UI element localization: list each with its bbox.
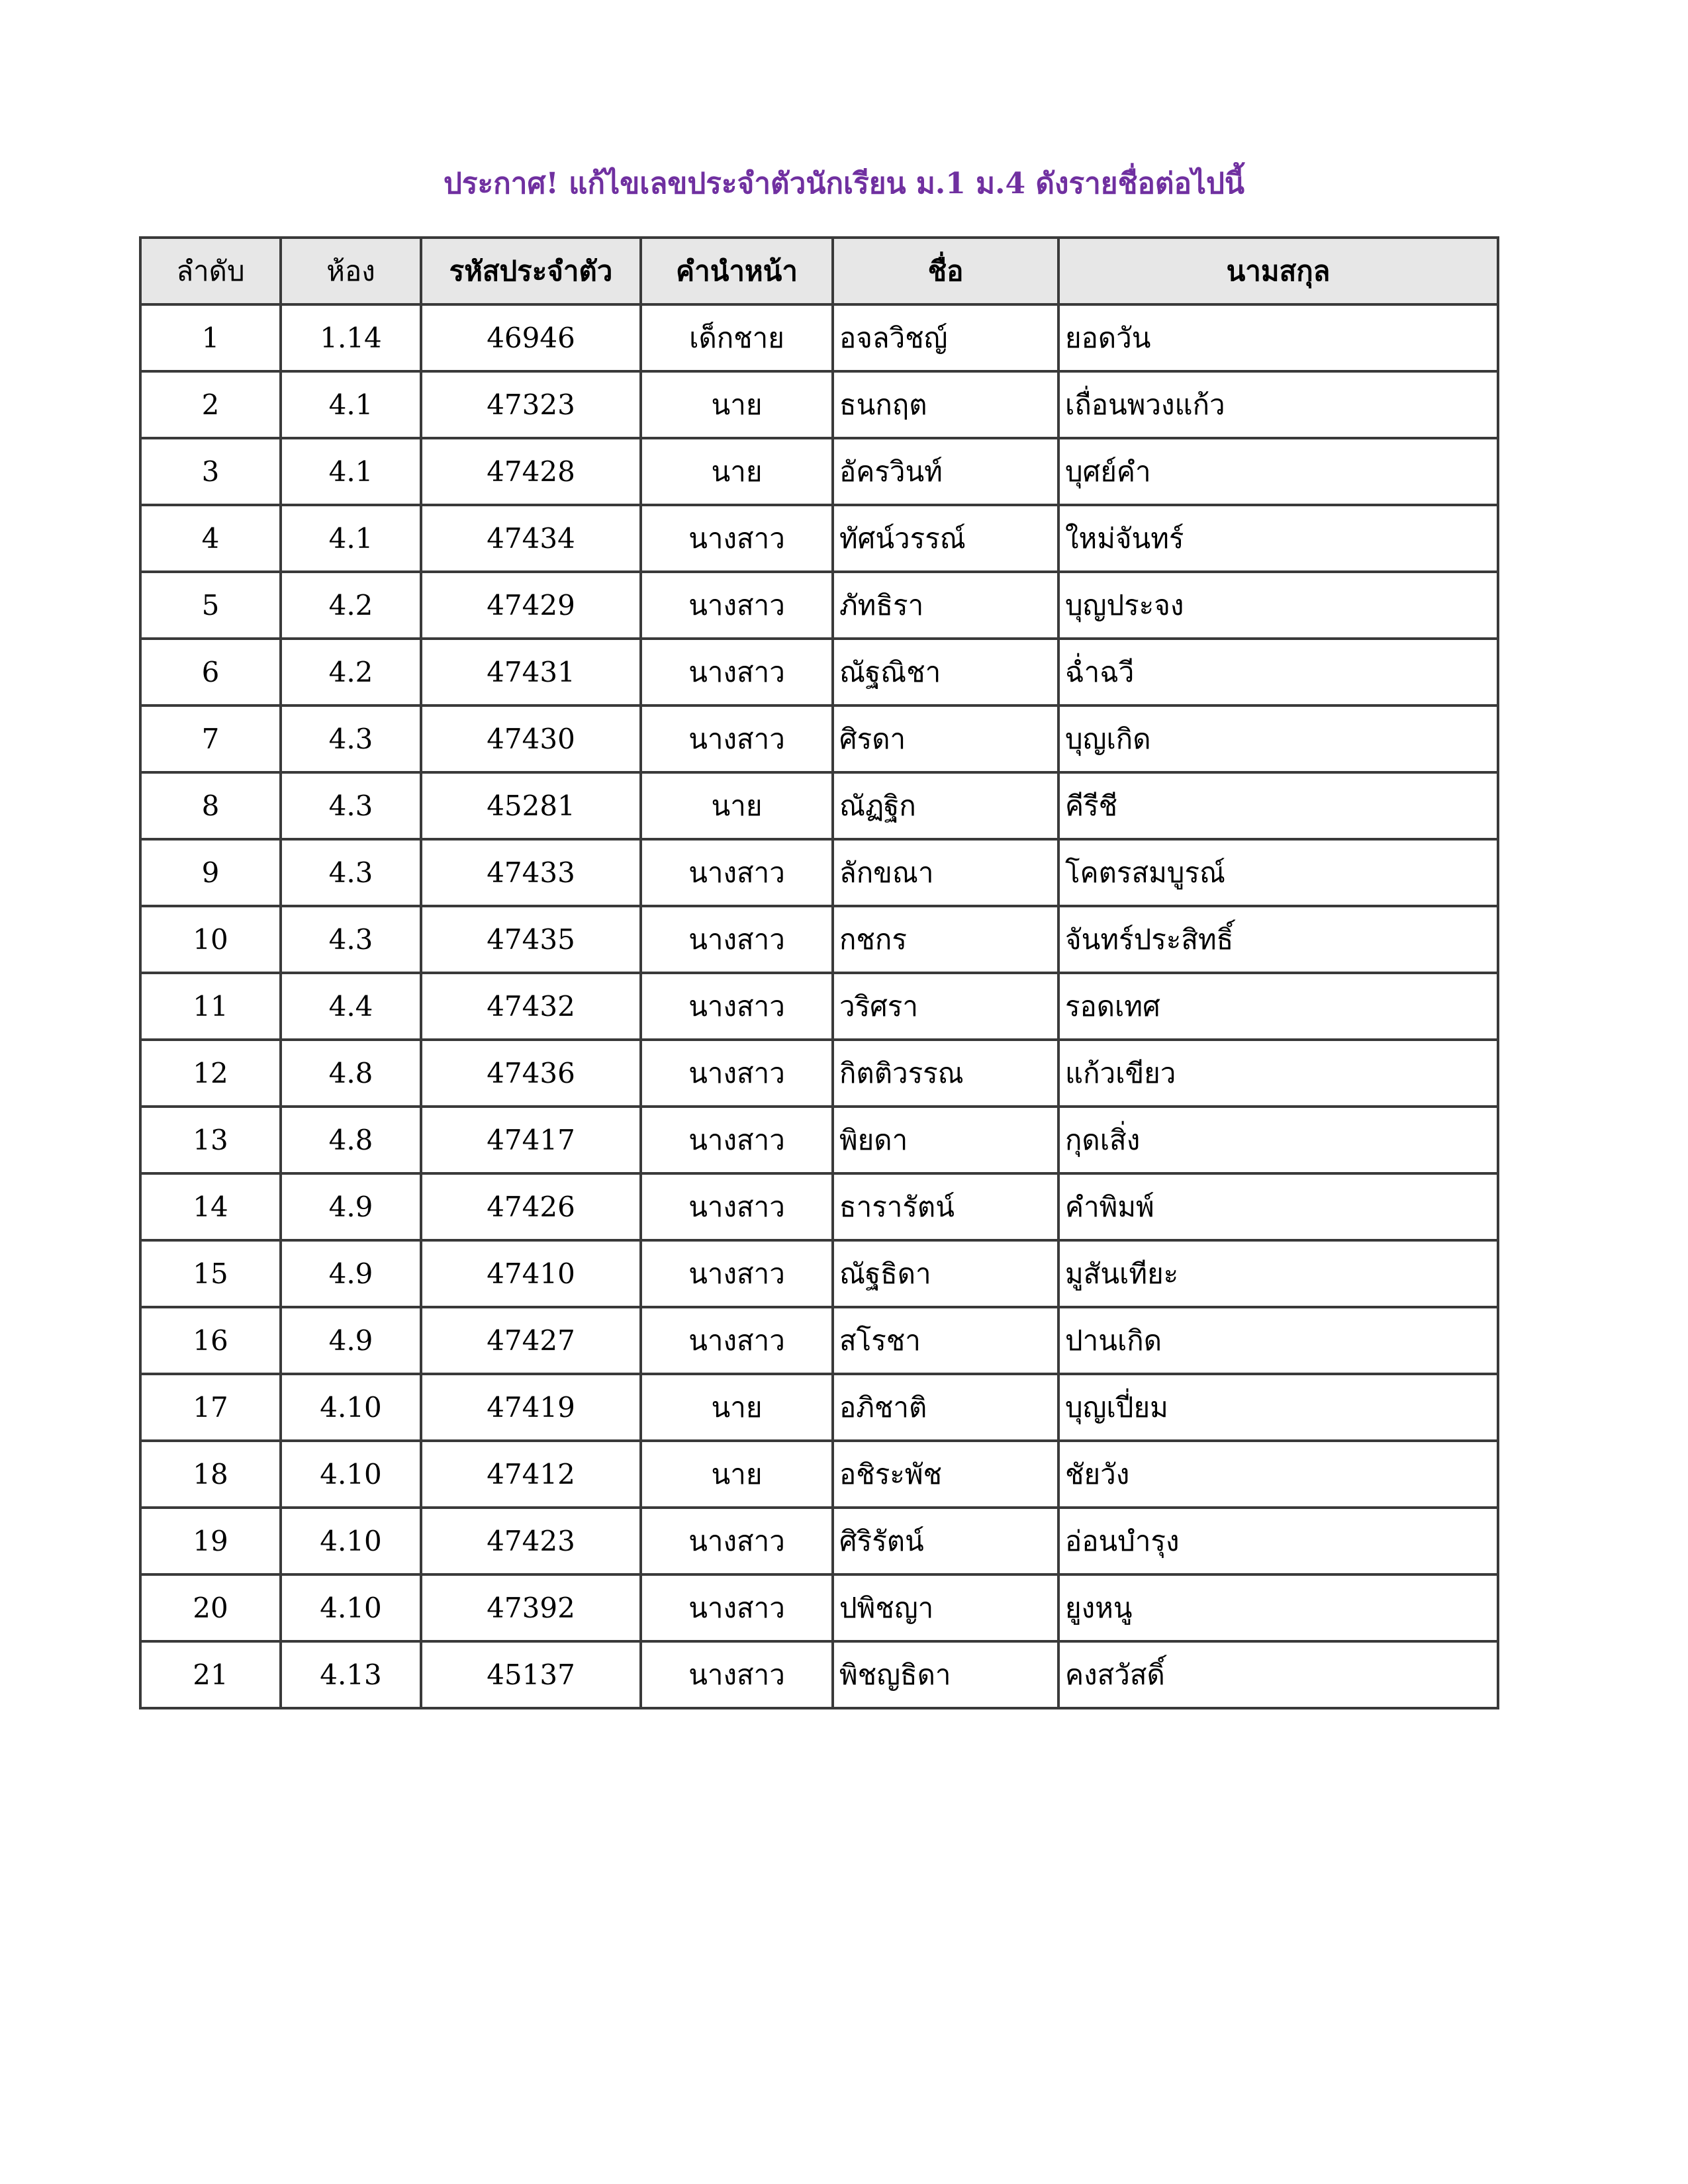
cell-first-name: สโรชา [833,1307,1058,1374]
cell-student-id: 47434 [421,505,641,572]
cell-room: 4.4 [281,973,421,1040]
cell-prefix: นาย [641,772,833,839]
cell-order: 17 [140,1374,281,1441]
cell-last-name: ปานเกิด [1058,1307,1498,1374]
cell-first-name: ทัศน์วรรณ์ [833,505,1058,572]
cell-prefix: นางสาว [641,705,833,772]
cell-student-id: 47432 [421,973,641,1040]
table-row [140,1240,1498,1307]
cell-student-id: 47419 [421,1374,641,1441]
cell-first-name: อัครวินท์ [833,438,1058,505]
cell-order: 21 [140,1641,281,1708]
table-row [140,1441,1498,1508]
table-row [140,438,1498,505]
table-row [140,1641,1498,1708]
header-order: ลำดับ [140,238,281,304]
cell-order: 4 [140,505,281,572]
cell-room: 4.8 [281,1040,421,1107]
cell-last-name: บุศย์คำ [1058,438,1498,505]
cell-first-name: ณัฐธิดา [833,1240,1058,1307]
cell-room: 4.3 [281,772,421,839]
table-row [140,1374,1498,1441]
cell-last-name: มูสันเทียะ [1058,1240,1498,1307]
cell-last-name: ฉ่ำฉวี [1058,639,1498,705]
table-row [140,906,1498,973]
cell-first-name: ภัทธิรา [833,572,1058,639]
cell-room: 4.10 [281,1441,421,1508]
cell-last-name: ชัยวัง [1058,1441,1498,1508]
cell-last-name: จันทร์ประสิทธิ์ [1058,906,1498,973]
cell-prefix: เด็กชาย [641,304,833,371]
cell-prefix: นางสาว [641,839,833,906]
cell-room: 4.1 [281,438,421,505]
cell-room: 4.3 [281,906,421,973]
cell-room: 4.13 [281,1641,421,1708]
cell-room: 4.9 [281,1240,421,1307]
cell-prefix: นางสาว [641,1307,833,1374]
cell-first-name: กิตติวรรณ [833,1040,1058,1107]
cell-order: 15 [140,1240,281,1307]
cell-prefix: นางสาว [641,572,833,639]
cell-last-name: คำพิมพ์ [1058,1173,1498,1240]
cell-room: 4.10 [281,1574,421,1641]
cell-prefix: นาย [641,1374,833,1441]
cell-prefix: นางสาว [641,505,833,572]
cell-order: 14 [140,1173,281,1240]
cell-student-id: 47431 [421,639,641,705]
cell-student-id: 45281 [421,772,641,839]
table-row [140,371,1498,438]
table-row [140,1173,1498,1240]
cell-student-id: 47392 [421,1574,641,1641]
cell-order: 10 [140,906,281,973]
cell-prefix: นางสาว [641,1508,833,1574]
table-row [140,572,1498,639]
cell-prefix: นางสาว [641,1574,833,1641]
cell-room: 4.1 [281,505,421,572]
cell-first-name: ปพิชญา [833,1574,1058,1641]
header-first-name: ชื่อ [833,238,1058,304]
page-title: ประกาศ! แก้ไขเลขประจำตัวนักเรียน ม.1 ม.4 ดังรายชื่อต่อไปนี้ [443,167,1245,201]
cell-prefix: นาย [641,1441,833,1508]
cell-last-name: ใหม่จันทร์ [1058,505,1498,572]
cell-student-id: 47417 [421,1107,641,1173]
cell-student-id: 47426 [421,1173,641,1240]
cell-prefix: นางสาว [641,1240,833,1307]
cell-first-name: อภิชาติ [833,1374,1058,1441]
cell-student-id: 47410 [421,1240,641,1307]
cell-student-id: 47435 [421,906,641,973]
table-row [140,304,1498,371]
header-room: ห้อง [281,238,421,304]
cell-prefix: นางสาว [641,906,833,973]
cell-prefix: นางสาว [641,1641,833,1708]
cell-prefix: นาย [641,371,833,438]
cell-student-id: 47433 [421,839,641,906]
table-row [140,1107,1498,1173]
cell-student-id: 47427 [421,1307,641,1374]
cell-prefix: นางสาว [641,1107,833,1173]
header-student-id: รหัสประจำตัว [421,238,641,304]
cell-room: 4.9 [281,1307,421,1374]
student-table [139,236,1499,1709]
cell-order: 11 [140,973,281,1040]
cell-order: 19 [140,1508,281,1574]
cell-last-name: เถื่อนพวงแก้ว [1058,371,1498,438]
cell-student-id: 46946 [421,304,641,371]
cell-student-id: 45137 [421,1641,641,1708]
cell-first-name: พิยดา [833,1107,1058,1173]
cell-student-id: 47323 [421,371,641,438]
cell-room: 4.8 [281,1107,421,1173]
table-body [140,304,1498,1708]
header-prefix: คำนำหน้า [641,238,833,304]
cell-student-id: 47423 [421,1508,641,1574]
cell-prefix: นางสาว [641,1040,833,1107]
cell-last-name: ยูงหนู [1058,1574,1498,1641]
header-last-name: นามสกุล [1058,238,1498,304]
cell-first-name: ศิริรัตน์ [833,1508,1058,1574]
cell-room: 4.10 [281,1374,421,1441]
cell-first-name: กชกร [833,906,1058,973]
cell-last-name: โคตรสมบูรณ์ [1058,839,1498,906]
table-row [140,1508,1498,1574]
cell-prefix: นางสาว [641,639,833,705]
cell-room: 4.10 [281,1508,421,1574]
table-row [140,772,1498,839]
cell-order: 18 [140,1441,281,1508]
cell-room: 4.3 [281,839,421,906]
cell-first-name: อชิระพัช [833,1441,1058,1508]
cell-prefix: นางสาว [641,973,833,1040]
cell-last-name: คีรีชี [1058,772,1498,839]
cell-first-name: ณัฏฐิก [833,772,1058,839]
table-row [140,1574,1498,1641]
table-row [140,1307,1498,1374]
cell-order: 5 [140,572,281,639]
cell-student-id: 47430 [421,705,641,772]
cell-room: 4.3 [281,705,421,772]
cell-student-id: 47436 [421,1040,641,1107]
cell-room: 4.1 [281,371,421,438]
cell-first-name: ลักขณา [833,839,1058,906]
cell-order: 12 [140,1040,281,1107]
cell-room: 4.2 [281,572,421,639]
cell-first-name: ธนกฤต [833,371,1058,438]
table-row [140,1040,1498,1107]
cell-student-id: 47412 [421,1441,641,1508]
cell-student-id: 47428 [421,438,641,505]
cell-order: 20 [140,1574,281,1641]
cell-order: 9 [140,839,281,906]
cell-room: 4.9 [281,1173,421,1240]
table-row [140,505,1498,572]
cell-first-name: วริศรา [833,973,1058,1040]
cell-first-name: พิชญธิดา [833,1641,1058,1708]
cell-order: 8 [140,772,281,839]
cell-first-name: ณัฐณิชา [833,639,1058,705]
cell-last-name: บุญประจง [1058,572,1498,639]
cell-room: 4.2 [281,639,421,705]
cell-last-name: อ่อนบำรุง [1058,1508,1498,1574]
cell-prefix: นาย [641,438,833,505]
cell-last-name: คงสวัสดิ์ [1058,1641,1498,1708]
table-row [140,705,1498,772]
cell-student-id: 47429 [421,572,641,639]
cell-prefix: นางสาว [641,1173,833,1240]
cell-first-name: ธารารัตน์ [833,1173,1058,1240]
cell-last-name: ยอดวัน [1058,304,1498,371]
cell-order: 13 [140,1107,281,1173]
cell-order: 16 [140,1307,281,1374]
cell-room: 1.14 [281,304,421,371]
cell-last-name: แก้วเขียว [1058,1040,1498,1107]
cell-last-name: รอดเทศ [1058,973,1498,1040]
cell-order: 7 [140,705,281,772]
cell-first-name: อจลวิชญ์ [833,304,1058,371]
cell-order: 3 [140,438,281,505]
cell-last-name: บุญเปี่ยม [1058,1374,1498,1441]
table-row [140,839,1498,906]
cell-last-name: บุญเกิด [1058,705,1498,772]
cell-first-name: ศิรดา [833,705,1058,772]
cell-last-name: กุดเสิ่ง [1058,1107,1498,1173]
cell-order: 6 [140,639,281,705]
table-row [140,639,1498,705]
table-header-row [140,238,1498,304]
table-row [140,973,1498,1040]
cell-order: 2 [140,371,281,438]
cell-order: 1 [140,304,281,371]
